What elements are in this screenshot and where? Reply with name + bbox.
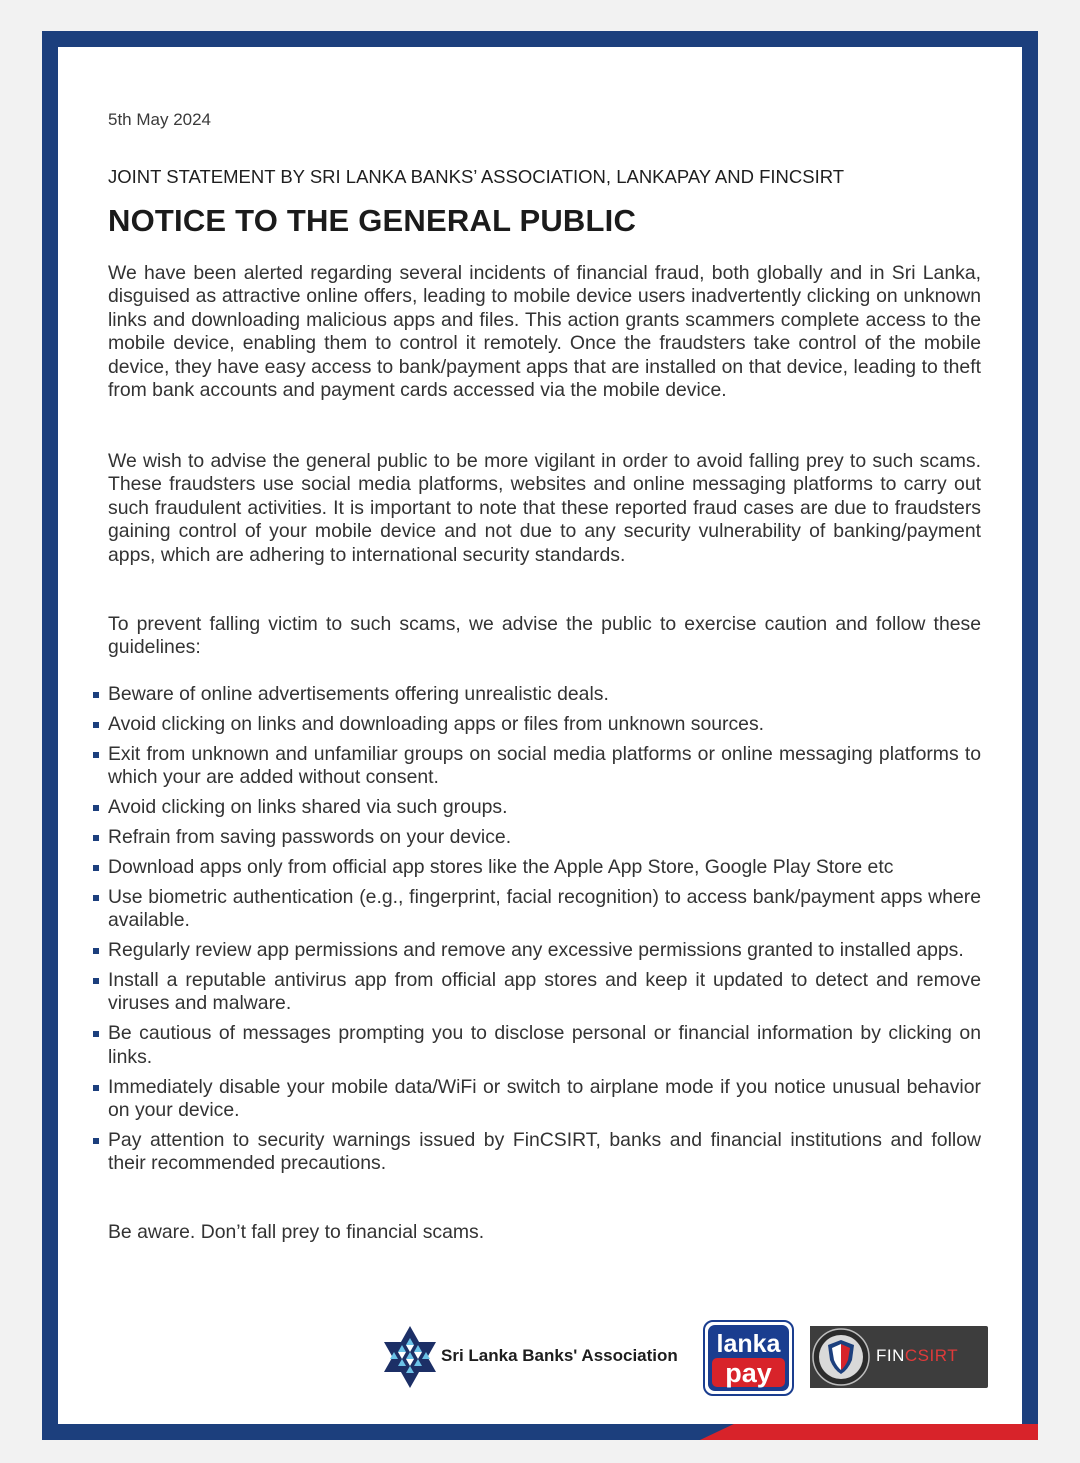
list-item (90, 1129, 981, 1176)
lankapay-logo (703, 1320, 794, 1396)
list-item (90, 826, 981, 849)
shield-icon (810, 1326, 872, 1388)
paragraph-guidelines-intro: To prevent falling victim to such scams, we advise the public to exercise caution and follow these guidelines: (108, 613, 981, 659)
bullet-square-icon (93, 1031, 99, 1037)
bullet-square-icon (93, 692, 99, 698)
bullet-square-icon (93, 1085, 99, 1091)
bullet-square-icon (93, 722, 99, 728)
bullet-square-icon (93, 1138, 99, 1144)
red-accent-bar (700, 1424, 1038, 1440)
list-item-text: Use biometric authentication (e.g., fingerprint, facial recognition) to access bank/payment apps where available. (108, 885, 981, 932)
sba-logo (381, 1324, 691, 1390)
bullet-square-icon (93, 865, 99, 871)
list-item-text: Be cautious of messages prompting you to disclose personal or financial information by clicking on links. (108, 1022, 981, 1068)
fincsirt-prefix: FIN (876, 1346, 905, 1365)
list-item-text: Install a reputable antivirus app from official app stores and keep it updated to detect and remove viruses and malware. (108, 969, 981, 1015)
list-item-text: Exit from unknown and unfamiliar groups on social media platforms or online messaging platforms to which your are added without consent. (108, 742, 981, 789)
notice-title: NOTICE TO THE GENERAL PUBLIC (108, 203, 637, 238)
list-item (90, 969, 981, 1016)
list-item (90, 1076, 981, 1123)
list-item (90, 1022, 981, 1069)
list-item-text: Download apps only from official app stores like the Apple App Store, Google Play Store etc (108, 855, 894, 878)
lankapay-text-lanka: lanka (716, 1330, 781, 1358)
star-of-david-icon (381, 1324, 439, 1390)
lankapay-badge-icon (703, 1320, 794, 1396)
bullet-square-icon (93, 948, 99, 954)
fincsirt-suffix: CSIRT (904, 1346, 959, 1365)
bullet-square-icon (93, 978, 99, 984)
list-item (90, 713, 981, 736)
list-item-text: Avoid clicking on links and downloading apps or files from unknown sources. (108, 712, 765, 735)
list-item (90, 939, 981, 962)
closing-line: Be aware. Don’t fall prey to financial scams. (108, 1221, 485, 1243)
paragraph-advice: We wish to advise the general public to be more vigilant in order to avoid falling prey to such scams. These fraudsters use social media platforms, websites and online messaging platforms to carry out such fraudulent activities. It is important to note that these reported fraud cases are due to fraudsters gaining control of your mobile device and not due to any security vulnerability of banking/payment apps, which are adhering to international security standards. (108, 450, 981, 566)
list-item (90, 796, 981, 819)
guidelines-list (90, 683, 981, 1182)
list-item (90, 743, 981, 790)
list-item-text: Beware of online advertisements offering unrealistic deals. (108, 683, 609, 705)
list-item (90, 683, 981, 706)
bullet-square-icon (93, 835, 99, 841)
list-item (90, 856, 981, 879)
list-item-text: Refrain from saving passwords on your device. (108, 826, 512, 849)
joint-statement-heading: JOINT STATEMENT BY SRI LANKA BANKS’ ASSOCIATION, LANKAPAY AND FINCSIRT (108, 166, 845, 187)
notice-date: 5th May 2024 (108, 110, 212, 129)
list-item-text: Pay attention to security warnings issued by FinCSIRT, banks and financial institutions and follow their recommended precautions. (108, 1129, 981, 1175)
lankapay-text-pay: pay (725, 1358, 772, 1388)
list-item-text: Immediately disable your mobile data/WiFi or switch to airplane mode if you notice unusual behavior on your device. (108, 1075, 981, 1122)
bullet-square-icon (93, 752, 99, 758)
bullet-square-icon (93, 895, 99, 901)
fincsirt-logo-text (876, 1346, 958, 1366)
list-item-text: Avoid clicking on links shared via such groups. (108, 796, 508, 819)
fincsirt-logo (810, 1326, 988, 1388)
list-item-text: Regularly review app permissions and remove any excessive permissions granted to installed apps. (108, 939, 964, 962)
paragraph-alert: We have been alerted regarding several incidents of financial fraud, both globally and in Sri Lanka, disguised as attractive online offers, leading to mobile device users inadvertently clicking on unknown links and downloading malicious apps and files. This action grants scammers complete access to the mobile device, enabling them to control it remotely. Once the fraudsters take control of the mobile device, they have easy access to bank/payment apps that are installed on that device, leading to theft from bank accounts and payment cards accessed via the mobile device. (108, 262, 981, 402)
bullet-square-icon (93, 805, 99, 811)
sba-logo-text: Sri Lanka Banks' Association (441, 1346, 678, 1365)
list-item (90, 886, 981, 933)
